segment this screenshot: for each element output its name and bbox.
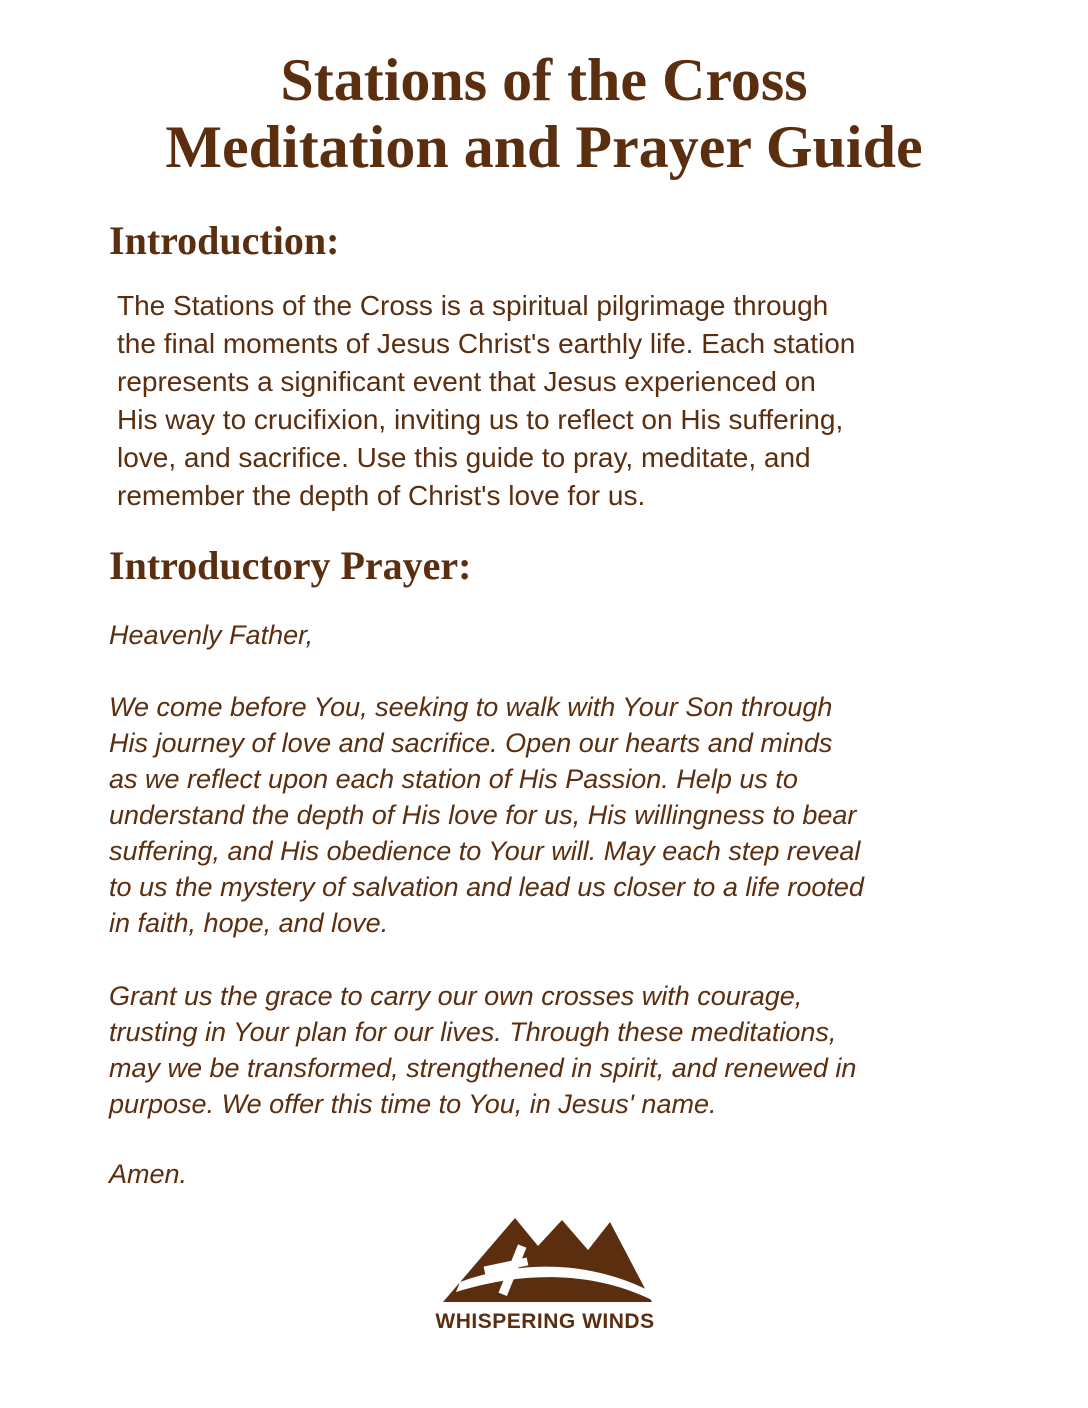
introduction-line: represents a significant event that Jesus experienced on [117, 366, 816, 397]
page-title-line-1: Stations of the Cross [280, 47, 808, 113]
prayer-line: suffering, and His obedience to Your will. May each step reveal [109, 836, 861, 866]
prayer-salutation-text: Heavenly Father, [109, 620, 314, 650]
prayer-line: His journey of love and sacrifice. Open our hearts and minds [109, 728, 833, 758]
prayer-line: to us the mystery of salvation and lead us closer to a life rooted [109, 872, 864, 902]
page-title-line-2: Meditation and Prayer Guide [165, 114, 923, 180]
prayer-salutation [109, 617, 989, 653]
prayer-line: in faith, hope, and love. [109, 908, 389, 938]
introduction-text [117, 287, 987, 515]
prayer-line: understand the depth of His love for us, His willingness to bear [109, 800, 857, 830]
introduction-line: The Stations of the Cross is a spiritual pilgrimage through [117, 290, 829, 321]
whispering-winds-logo [420, 1210, 670, 1340]
prayer-line: as we reflect upon each station of His Passion. Help us to [109, 764, 798, 794]
introduction-heading: Introduction: [109, 218, 340, 263]
introduction-line: love, and sacrifice. Use this guide to pray, meditate, and [117, 442, 811, 473]
prayer-line: trusting in Your plan for our lives. Through these meditations, [109, 1017, 837, 1047]
introduction-line: the final moments of Jesus Christ's earthly life. Each station [117, 328, 856, 359]
prayer-line: Grant us the grace to carry our own crosses with courage, [109, 981, 803, 1011]
introduction-line: remember the depth of Christ's love for us. [117, 480, 646, 511]
introductory-prayer-heading: Introductory Prayer: [109, 543, 472, 588]
prayer-line: may we be transformed, strengthened in spirit, and renewed in [109, 1053, 857, 1083]
prayer-closing [109, 1156, 989, 1192]
prayer-line: purpose. We offer this time to You, in Jesus' name. [109, 1089, 717, 1119]
prayer-paragraph-1 [109, 689, 989, 941]
mountain-cross-logo-icon [420, 1210, 670, 1310]
prayer-line: We come before You, seeking to walk with Your Son through [109, 692, 833, 722]
logo-text: WHISPERING WINDS [435, 1310, 655, 1333]
prayer-paragraph-2 [109, 978, 989, 1122]
prayer-closing-text: Amen. [109, 1159, 188, 1189]
introduction-line: His way to crucifixion, inviting us to reflect on His suffering, [117, 404, 844, 435]
